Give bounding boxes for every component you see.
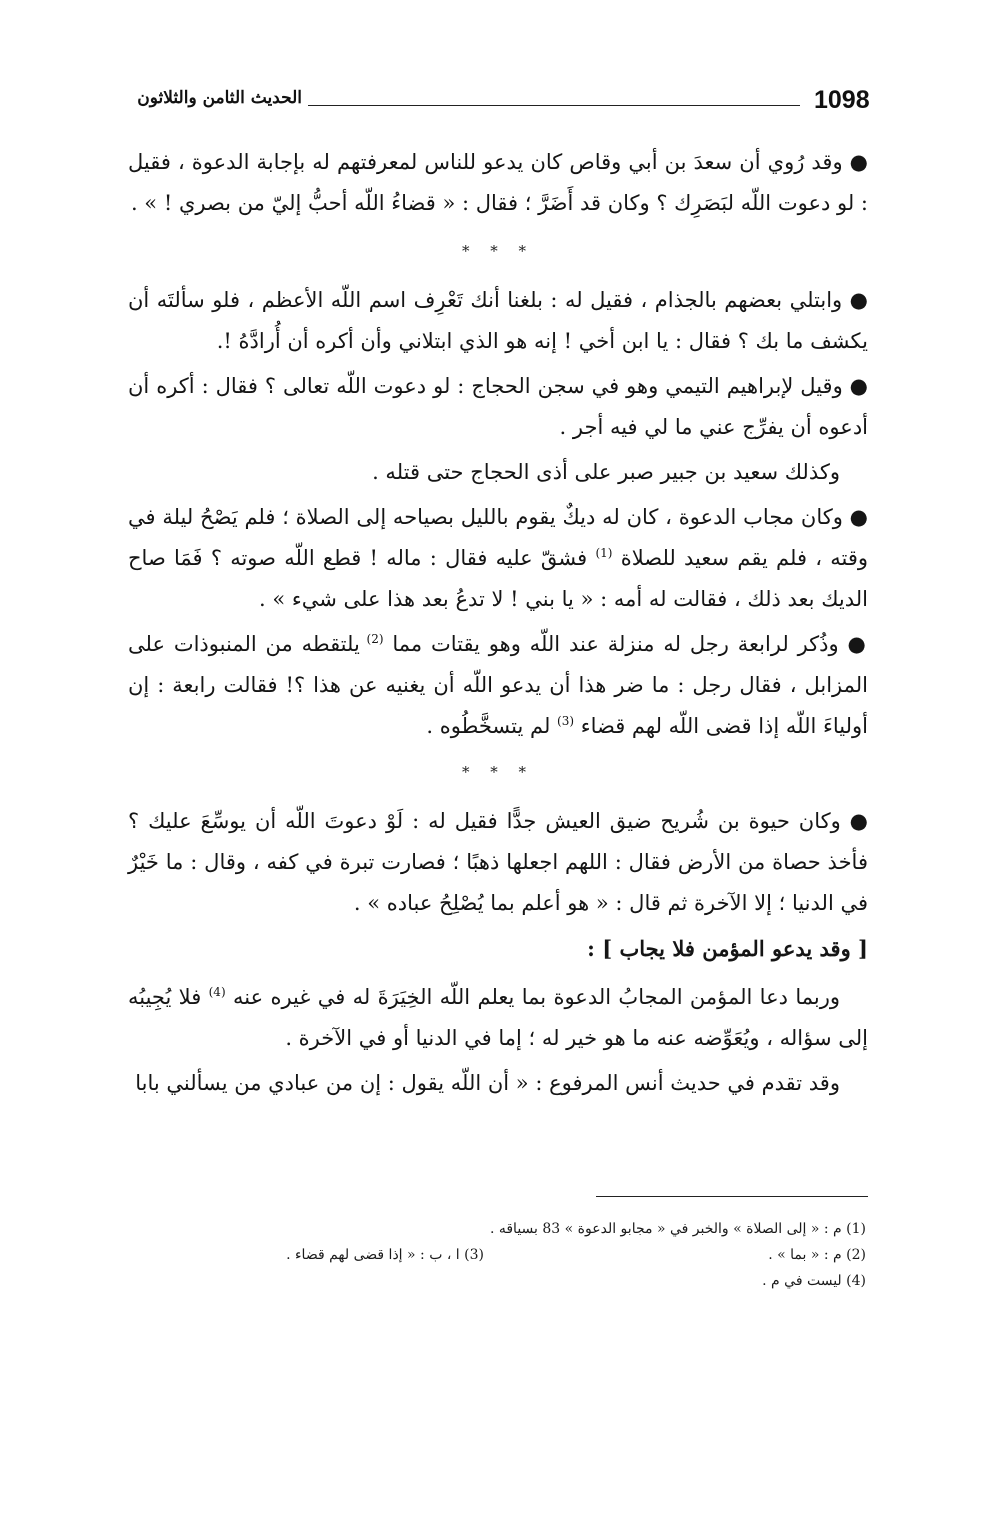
footnote-row: [128, 1242, 866, 1268]
paragraph-leprosy: ● وابتلي بعضهم بالجذام ، فقيل له : بلغنا أنك تَعْرِف اسم اللّه الأعظم ، فلو سألتَه أن يكشف ما بك ؟ فقال : يا ابن أخي ! إنه هو الذي ابتلاني وأن أكره أن أُرادَّهُ !.: [128, 288, 868, 353]
header-rule: [308, 105, 800, 106]
footnote-ref-2[interactable]: (2): [366, 632, 384, 646]
paragraph-text: فشقّ عليه فقال : ماله ! قطع اللّه صوته ؟ فَمَا صاح الديك بعد ذلك ، فقالت له أمه : « يا بني ! لا تدعُ بعد هذا على شيء » .: [128, 546, 868, 611]
footnote-rule: [596, 1196, 868, 1197]
paragraph-saad: ● وقد رُوي أن سعدَ بن أبي وقاص كان يدعو للناس لمعرفتهم له بإجابة الدعوة ، فقيل : لو دعوت اللّه لبَصَرِك ؟ وكان قد أَضَرَّ ؛ فقال : « قضاءُ اللّه أحبُّ إليّ من بصري ! » .: [128, 150, 868, 215]
paragraph-haywa: ● وكان حيوة بن شُريح ضيق العيش جدًّا فقيل له : لَوْ دعوتَ اللّه أن يوسِّعَ عليك ؟ فأخذ حصاة من الأرض فقال : اللهم اجعلها ذهبًا ؛ فصارت تبرة في كفه ، وقال : ما خَيْرٌ في الدنيا ؛ إلا الآخرة ثم قال : « هو أعلم بما يُصْلِحُ عباده » .: [128, 809, 868, 915]
paragraph-text: لم يتسخَّطُوه .: [426, 714, 558, 738]
paragraph-rooster: [128, 497, 868, 620]
paragraph-text: وربما دعا المؤمن المجابُ الدعوة بما يعلم اللّه الخِيَرَةَ له في غيره عنه: [225, 985, 840, 1009]
footnote-row: [128, 1268, 866, 1294]
footnote-row: [128, 1216, 866, 1242]
footnote-4: (4) ليست في م .: [762, 1273, 866, 1289]
footnote-ref-3[interactable]: (3): [557, 714, 575, 728]
paragraph-ibrahim-taymi: ● وقيل لإبراهيم التيمي وهو في سجن الحجاج : لو دعوت اللّه تعالى ؟ فقال : أكره أن أدعوه أن يفرِّج عني ما لي فيه أجر .: [128, 374, 868, 439]
section-heading: [ وقد يدعو المؤمن فلا يجاب ] :: [587, 936, 868, 961]
paragraph-text: ● وذُكر لرابعة رجل له منزلة عند اللّه وهو يقتات مما: [383, 632, 868, 656]
footnotes: [128, 1216, 866, 1294]
paragraph-anas-hadith: وقد تقدم في حديث أنس المرفوع : « أن اللّه يقول : إن من عبادي من يسألني بابا: [135, 1071, 840, 1095]
paragraph-text: فلا يُجِيبُه إلى سؤاله ، ويُعَوِّضه عنه ما هو خير له ؛ إما في الدنيا أو في الآخرة .: [128, 985, 868, 1050]
paragraph-rabia: [128, 624, 868, 747]
chapter-title: الحديث الثامن والثلاثون: [137, 88, 302, 108]
running-header: [122, 84, 868, 124]
paragraph-unanswered: [128, 977, 868, 1059]
footnote-ref-1[interactable]: (1): [595, 546, 613, 560]
section-separator: * * *: [461, 763, 535, 781]
paragraph-text: ● وكان مجاب الدعوة ، كان له ديكٌ يقوم بالليل بصياحه إلى الصلاة ؛ فلم يَصْحُ ليلة في وقته ، فلم يقم سعيد للصلاة: [128, 505, 868, 570]
paragraph-text: يلتقطه من المنبوذات على المزابل ، فقال رجل : ما ضر هذا أن يدعو اللّه أن يغنيه عن هذا ؟! فقالت رابعة : إن أولياءَ اللّه إذا قضى اللّه لهم قضاء: [128, 632, 868, 738]
section-separator: * * *: [461, 242, 535, 260]
footnote-3: (3) ا ، ب : « إذا قضى لهم قضاء .: [286, 1247, 484, 1263]
page-number: 1098: [814, 86, 870, 114]
footnote-ref-4[interactable]: (4): [208, 985, 226, 999]
footnote-1: (1) م : « إلى الصلاة » والخبر في « مجابو الدعوة » 83 بسياقه .: [489, 1221, 866, 1237]
footnote-2: (2) م : « بما » .: [768, 1247, 866, 1263]
paragraph-said-jubayr: وكذلك سعيد بن جبير صبر على أذى الحجاج حتى قتله .: [372, 460, 840, 484]
body-text: [128, 142, 868, 1108]
